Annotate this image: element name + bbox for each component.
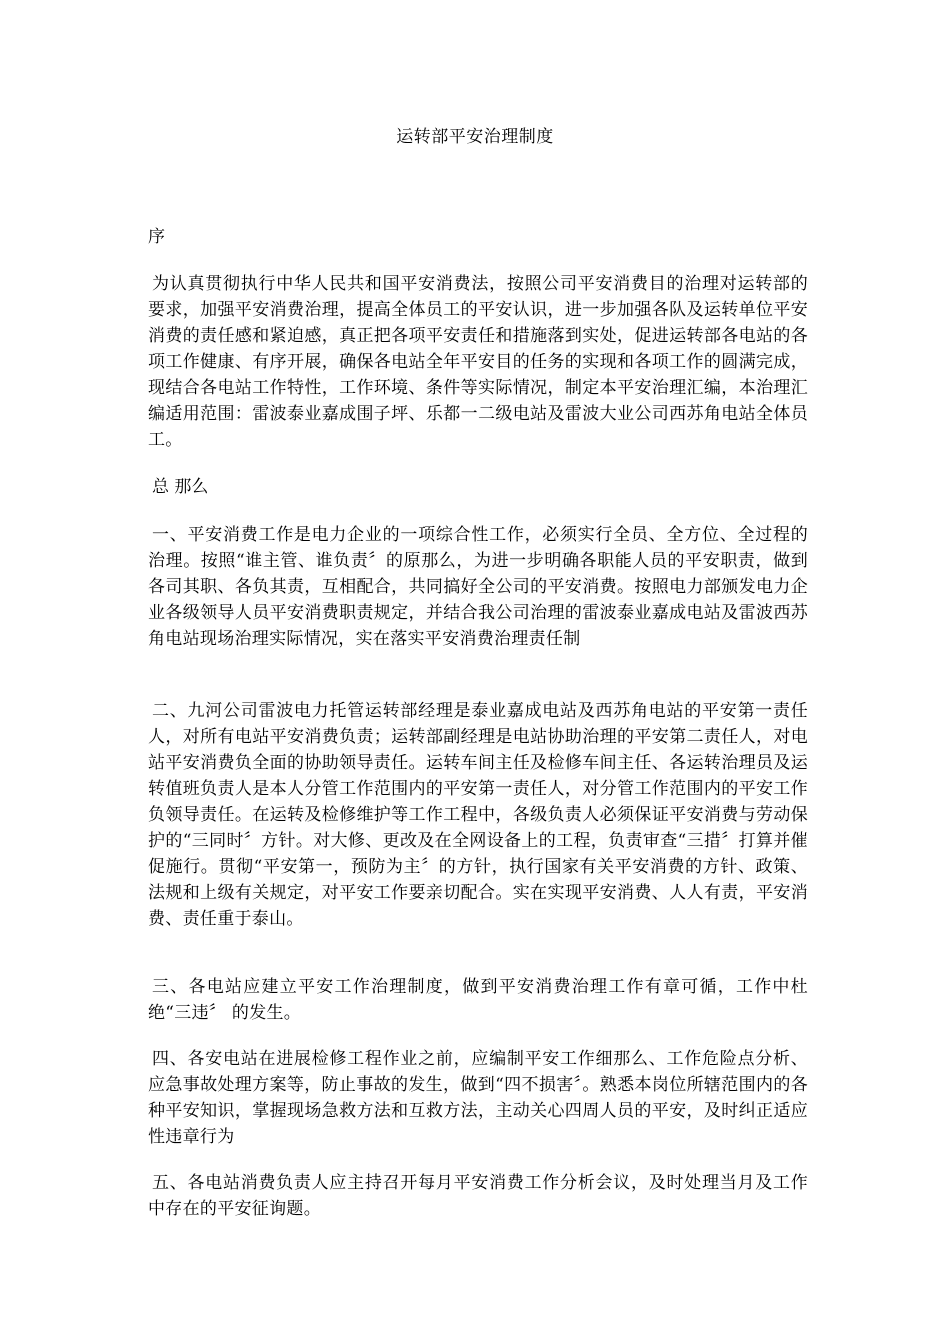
general-heading: 总 那么 [152,477,209,497]
clause-paragraph-5: 五、各电站消费负责人应主持召开每月平安消费工作分析会议，及时处理当月及工作中存在的平安征询题。 [148,1173,808,1219]
clause-paragraph-4: 四、各安电站在进展检修工程作业之前，应编制平安工作细那么、工作危险点分析、应急事故处理方案等，防止事故的发生，做到“四不损害〞。熟悉本岗位所辖范围内的各种平安知识，掌握现场急救方法和互救方法，主动关心四周人员的平安，及时纠正适应性违章行为 [148,1049,808,1147]
clause-paragraph-1: 一、平安消费工作是电力企业的一项综合性工作，必须实行全员、全方位、全过程的治理。按照“谁主管、谁负责〞的原那么，为进一步明确各职能人员的平安职责，做到各司其职、各负其责，互相配合，共同搞好全公司的平安消费。按照电力部颁发电力企业各级领导人员平安消费职责规定，并结合我公司治理的雷波泰业嘉成电站及雷波西苏角电站现场治理实际情况，实在落实平安消费治理责任制 [148,525,808,649]
clause-paragraph-2: 二、九河公司雷波电力托管运转部经理是泰业嘉成电站及西苏角电站的平安第一责任人，对所有电站平安消费负责；运转部副经理是电站协助治理的平安第二责任人，对电站平安消费负全面的协助领导责任。运转车间主任及检修车间主任、各运转治理员及运转值班负责人是本人分管工作范围内的平安第一责任人，对分管工作范围内的平安工作负领导责任。在运转及检修维护等工作工程中，各级负责人必须保证平安消费与劳动保护的“三同时〞方针。对大修、更改及在全网设备上的工程，负责审查“三措〞打算并催促施行。贯彻“平安第一，预防为主〞的方针，执行国家有关平安消费的方针、政策、法规和上级有关规定，对平安工作要亲切配合。实在实现平安消费、人人有责，平安消费、责任重于泰山。 [148,701,808,929]
preface-paragraph: 为认真贯彻执行中华人民共和国平安消费法，按照公司平安消费目的治理对运转部的要求，加强平安消费治理，提高全体员工的平安认识，进一步加强各队及运转单位平安消费的责任感和紧迫感，真正把各项平安责任和措施落到实处，促进运转部各电站的各项工作健康、有序开展，确保各电站全年平安目的任务的实现和各项工作的圆满完成，现结合各电站工作特性，工作环境、条件等实际情况，制定本平安治理汇编，本治理汇编适用范围：雷波泰业嘉成围子坪、乐都一二级电站及雷波大业公司西苏角电站全体员工。 [148,274,808,450]
clause-paragraph-3: 三、各电站应建立平安工作治理制度，做到平安消费治理工作有章可循，工作中杜绝“三违〞 的发生。 [148,977,808,1023]
document-title: 运转部平安治理制度 [396,127,554,147]
preface-heading: 序 [148,227,165,247]
